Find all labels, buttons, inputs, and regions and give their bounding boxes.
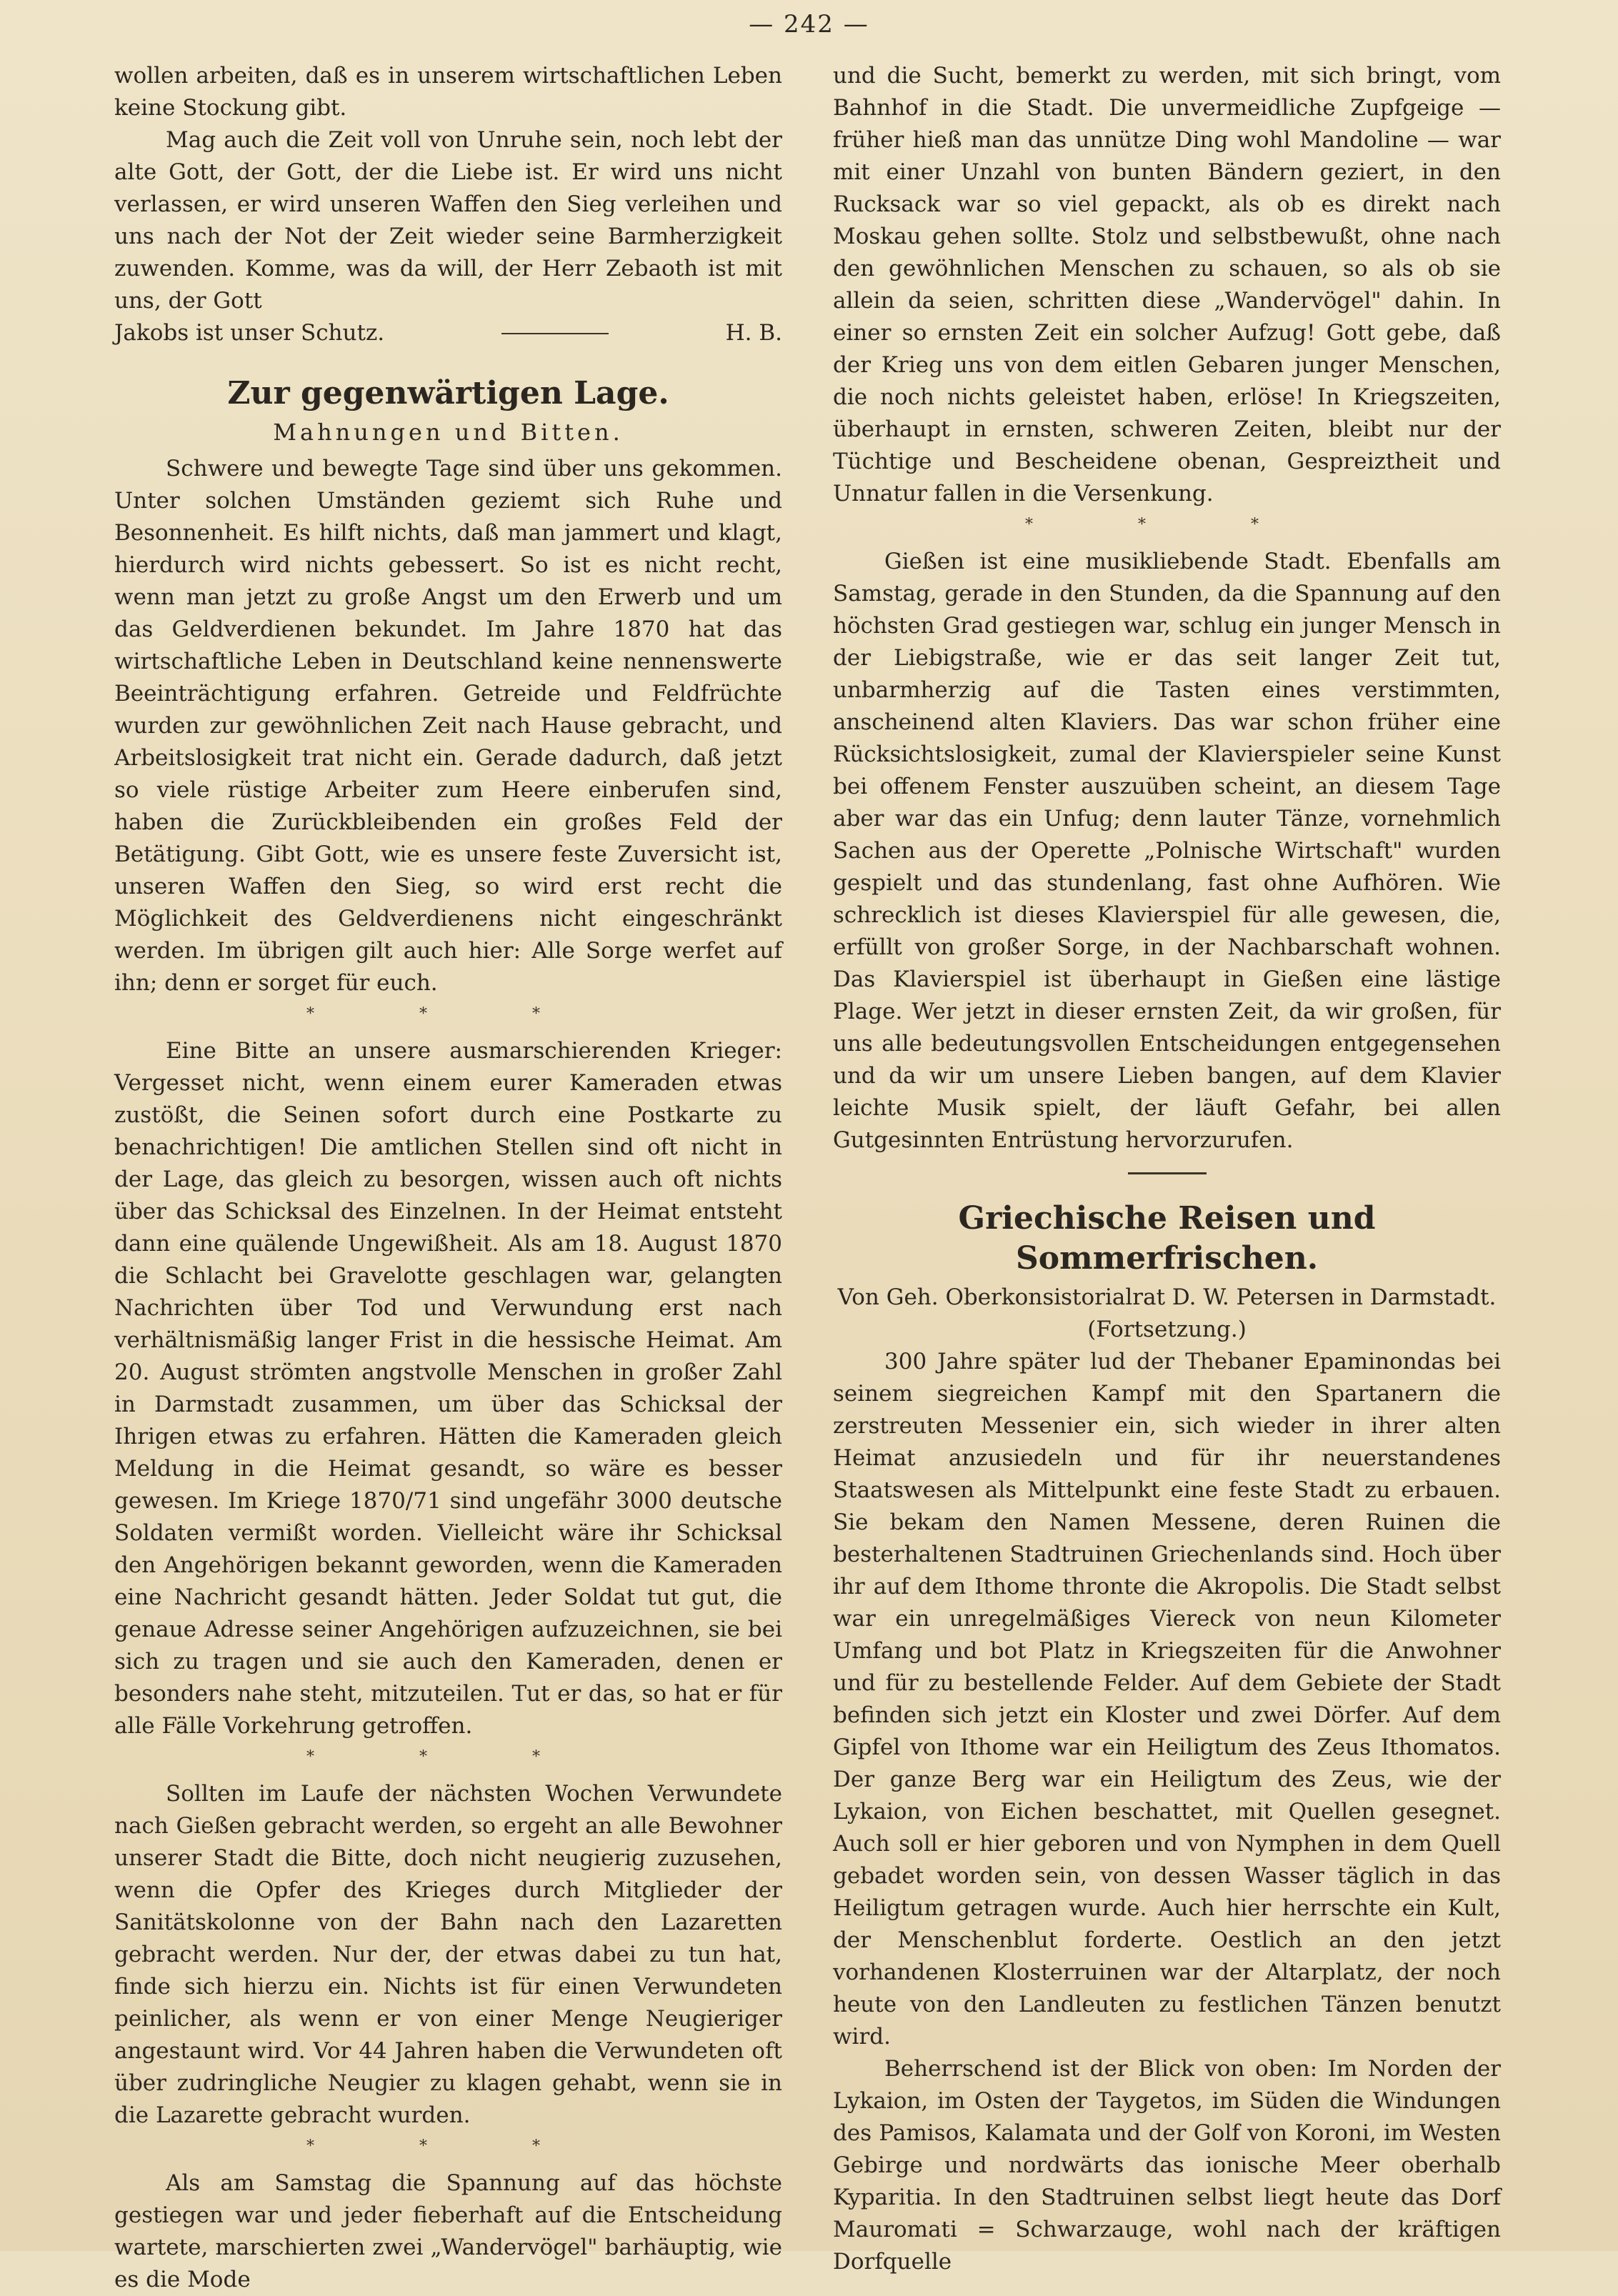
- right-column: [833, 60, 1501, 2278]
- paragraph: Sollten im Laufe der nächsten Wochen Verwundete nach Gießen gebracht werden, so ergeht an alle Bewohner unserer Stadt die Bitte, doch nicht neugierig zuzusehen, wenn die Opfer des Krieges durch Mitglieder der Sanitätskolonne von der Bahn nach den Lazaretten gebracht werden. Nur der, der etwas dabei zu tun hat, finde sich hierzu ein. Nichts ist für einen Verwundeten peinlicher, als wenn er von einer Menge Neugieriger angestaunt wird. Vor 44 Jahren haben die Verwundeten oft über zudringliche Neugier zu klagen gehabt, wenn sie in die Lazarette gebracht wurden.: [114, 1781, 782, 2128]
- paragraph: Als am Samstag die Spannung auf das höchste gestiegen war und jeder fieberhaft auf die Entscheidung wartete, marschierten zwei „Wandervögel" barhäuptig, wie es die Mode: [114, 2170, 782, 2292]
- section-separator: * * *: [1025, 516, 1309, 534]
- paragraph: Gießen ist eine musikliebende Stadt. Ebenfalls am Samstag, gerade in den Stunden, da die Spannung auf den höchsten Grad gestiegen war, schlug ein junger Mensch in der Liebigstraße, wie er das seit langer Zeit tut, unbarmherzig auf die Tasten eines verstimmten, anscheinend alten Klaviers. Das war schon früher eine Rücksichtslosigkeit, zumal der Klavierspieler seine Kunst bei offenem Fenster auszuüben scheint, an diesem Tage aber war das ein Unfug; denn lauter Tänze, vornehmlich Sachen aus der Operette „Polnische Wirtschaft" wurden gespielt und das stundenlang, fast ohne Aufhören. Wie schrecklich ist dieses Klavierspiel für alle gewesen, die, erfüllt von großer Sorge, in der Nachbarschaft wohnen. Das Klavierspiel ist überhaupt in Gießen eine lästige Plage. Wer jetzt in dieser ernsten Zeit, da wir großen, für uns alle bedeutungsvollen Entscheidungen entgegensehen und da wir um unsere Lieben bangen, auf dem Klavier leichte Musik spielt, der läuft Gefahr, bei allen Gutgesinnten Entrüstung hervorzurufen.: [833, 549, 1501, 1153]
- paragraph-end: Jakobs ist unser Schutz.: [114, 320, 385, 346]
- continuation-note: (Fortsetzung.): [1087, 1317, 1247, 1342]
- paragraph: Schwere und bewegte Tage sind über uns gekommen. Unter solchen Umständen geziemt sich Ruhe und Besonnenheit. Es hilft nichts, daß man jammert und klagt, hierdurch wird nichts gebessert. So ist es nicht recht, wenn man jetzt zu große Angst um den Erwerb und um das Geldverdienen bekundet. Im Jahre 1870 hat das wirtschaftliche Leben in Deutschland keine nennenswerte Beeinträchtigung erfahren. Getreide und Feldfrüchte wurden zur gewöhnlichen Zeit nach Hause gebracht, und Arbeitslosigkeit trat nicht ein. Gerade dadurch, daß jetzt so viele rüstige Arbeiter zum Heere einberufen sind, haben die Zurückbleibenden ein großes Feld der Betätigung. Gibt Gott, wie es unsere feste Zuversicht ist, unseren Waffen den Sieg, so wird erst recht die Möglichkeit des Geldverdienens nicht eingeschränkt werden. Im übrigen gilt auch hier: Alle Sorge werfet auf ihn; denn er sorget für euch.: [114, 456, 782, 996]
- rule-divider: [501, 333, 609, 334]
- section-divider: [1128, 1172, 1207, 1174]
- page-number: — 242 —: [749, 10, 869, 39]
- section-separator: * * *: [306, 1005, 590, 1023]
- article-subheading: Mahnungen und Bitten.: [273, 419, 624, 446]
- paragraph: Eine Bitte an unsere ausmarschierenden Krieger: Vergesset nicht, wenn einem eurer Kameraden etwas zustößt, die Seinen sofort durch eine Postkarte zu benachrichtigen! Die amtlichen Stellen sind oft nicht in der Lage, das gleich zu besorgen, wissen auch oft nichts über das Schicksal des Einzelnen. In der Heimat entsteht dann eine quälende Ungewißheit. Als am 18. August 1870 die Schlacht bei Gravelotte geschlagen war, gelangten Nachrichten über Tod und Verwundung erst nach verhältnismäßig langer Frist in die hessische Heimat. Am 20. August strömten angstvolle Menschen in großer Zahl in Darmstadt zusammen, um über das Schicksal der Ihrigen etwas zu erfahren. Hätten die Kameraden gleich Meldung in die Heimat gesandt, so wäre es besser gewesen. Im Kriege 1870/71 sind ungefähr 3000 deutsche Soldaten vermißt worden. Vielleicht wäre ihr Schicksal den Angehörigen bekannt geworden, wenn die Kameraden eine Nachricht gesandt hätten. Jeder Soldat tut gut, die genaue Adresse seiner Angehörigen aufzuzeichnen, sie bei sich zu tragen und sie auch den Kameraden, denen er besonders nahe steht, mitzuteilen. Tut er das, so hat er für alle Fälle Vorkehrung getroffen.: [114, 1038, 782, 1739]
- section-separator: * * *: [306, 1748, 590, 1766]
- article-heading: Griechische Reisen und Sommerfrischen.: [958, 1200, 1376, 1277]
- section-separator: * * *: [306, 2137, 590, 2155]
- paragraph: wollen arbeiten, daß es in unserem wirtschaftlichen Leben keine Stockung gibt.: [114, 63, 782, 121]
- article-heading: Zur gegenwärtigen Lage.: [227, 375, 669, 411]
- signature-line: [114, 317, 782, 349]
- signature: H. B.: [725, 320, 782, 346]
- paragraph: Mag auch die Zeit voll von Unruhe sein, noch lebt der alte Gott, der Gott, der die Liebe ist. Er wird uns nicht verlassen, er wird unseren Waffen den Sieg verleihen und uns nach der Not der Zeit wieder seine Barmherzigkeit zuwenden. Komme, was da will, der Herr Zebaoth ist mit uns, der Gott: [114, 127, 782, 314]
- left-column: [114, 60, 782, 2296]
- paragraph: und die Sucht, bemerkt zu werden, mit sich bringt, vom Bahnhof in die Stadt. Die unvermeidliche Zupfgeige — früher hieß man das unnütze Ding wohl Mandoline — war mit einer Unzahl von bunten Bändern geziert, in den Rucksack war so viel gepackt, als ob es direkt nach Moskau gehen sollte. Stolz und selbstbewußt, ohne nach den gewöhnlichen Menschen zu schauen, so als ob sie allein da seien, schritten diese „Wandervögel" dahin. In einer so ernsten Zeit ein solcher Aufzug! Gott gebe, daß der Krieg uns von dem eitlen Gebaren junger Menschen, die noch nichts geleistet haben, erlöse! In Kriegszeiten, überhaupt in ernsten, schweren Zeiten, bleibt nur der Tüchtige und Bescheidene obenan, Gespreiztheit und Unnatur fallen in die Versenkung.: [833, 63, 1501, 506]
- article-byline: Von Geh. Oberkonsistorialrat D. W. Petersen in Darmstadt.: [837, 1284, 1497, 1310]
- paragraph: Beherrschend ist der Blick von oben: Im Norden der Lykaion, im Osten der Taygetos, im Süden die Windungen des Pamisos, Kalamata und der Golf von Koroni, im Westen Gebirge und nordwärts das ionische Meer oberhalb Kyparitia. In den Stadtruinen selbst liegt heute das Dorf Mauromati = Schwarzauge, wohl nach der kräftigen Dorfquelle: [833, 2056, 1501, 2275]
- paragraph: 300 Jahre später lud der Thebaner Epaminondas bei seinem siegreichen Kampf mit den Spartanern die zerstreuten Messenier ein, sich wieder in ihrer alten Heimat anzusiedeln und für ihr neuerstandenes Staatswesen als Mittelpunkt eine feste Stadt zu erbauen. Sie bekam den Namen Messene, deren Ruinen die besterhaltenen Stadtruinen Griechenlands sind. Hoch über ihr auf dem Ithome thronte die Akropolis. Die Stadt selbst war ein unregelmäßiges Viereck von neun Kilometer Umfang und bot Platz in Kriegszeiten für die Anwohner und für zu bestellende Felder. Auf dem Gebiete der Stadt befinden sich jetzt ein Kloster und zwei Dörfer. Auf dem Gipfel von Ithome war ein Heiligtum des Zeus Ithomatos. Der ganze Berg war ein Heiligtum des Zeus, wie der Lykaion, von Eichen beschattet, mit Quellen gesegnet. Auch soll er hier geboren und von Nymphen in dem Quell gebadet worden sein, von dessen Wasser täglich in das Heiligtum getragen wurde. Auch hier herrschte ein Kult, der Menschenblut forderte. Oestlich an den jetzt vorhandenen Klosterruinen war der Altarplatz, der noch heute von den Landleuten zu festlichen Tänzen benutzt wird.: [833, 1349, 1501, 2050]
